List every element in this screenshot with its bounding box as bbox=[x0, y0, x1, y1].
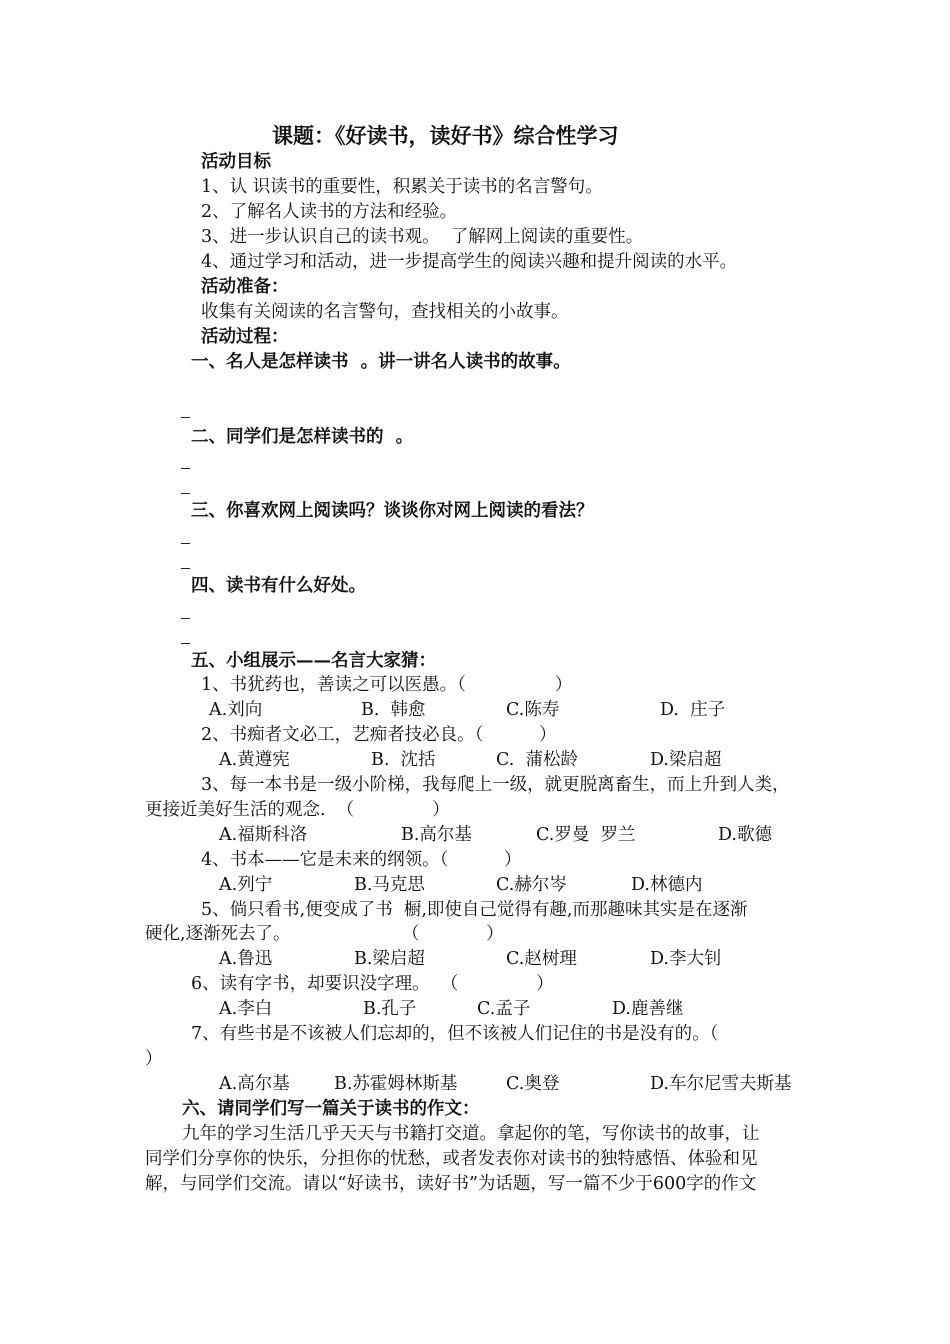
quiz-option: C.罗曼 罗兰 bbox=[536, 825, 636, 845]
quiz-option: C.赵树理 bbox=[506, 949, 577, 969]
quiz-option: A.刘向 bbox=[209, 700, 263, 720]
process-section-1: 一、名人是怎样读书 。讲一讲名人读书的故事。 bbox=[191, 352, 571, 372]
quiz-option: B. 沈括 bbox=[371, 750, 436, 770]
quiz-option: B.高尔基 bbox=[401, 825, 472, 845]
goal-item: 4、通过学习和活动，进一步提高学生的阅读兴趣和提升阅读的水平。 bbox=[201, 252, 738, 272]
quiz-option: A.列宁 bbox=[219, 875, 273, 895]
answer-blank-line bbox=[181, 543, 190, 544]
quiz-option: D.林德内 bbox=[631, 875, 703, 895]
answer-blank-line bbox=[181, 468, 190, 469]
quiz-option: D.鹿善继 bbox=[612, 999, 684, 1019]
quiz-option: B.孔子 bbox=[363, 999, 417, 1019]
quiz-question: 1、书犹药也，善读之可以医愚。（ ） bbox=[201, 675, 573, 695]
quiz-option: A.高尔基 bbox=[219, 1074, 290, 1094]
quiz-option: D.车尔尼雪夫斯基 bbox=[650, 1074, 792, 1094]
essay-heading: 六、请同学们写一篇关于读书的作文： bbox=[182, 1099, 480, 1119]
quiz-question: 6、读有字书，却要识没字理。 （ ） bbox=[191, 974, 554, 994]
quiz-question-continued: ） bbox=[145, 1049, 163, 1069]
goal-item: 2、了解名人读书的方法和经验。 bbox=[201, 202, 458, 222]
quiz-option: B. 韩愈 bbox=[361, 700, 426, 720]
answer-blank-line bbox=[181, 618, 190, 619]
prep-text: 收集有关阅读的名言警句，查找相关的小故事。 bbox=[201, 302, 569, 322]
quiz-option: D. 庄子 bbox=[660, 700, 726, 720]
quiz-question-continued: 更接近美好生活的观念. （ ） bbox=[145, 800, 450, 820]
goals-heading: 活动目标 bbox=[201, 152, 271, 172]
quiz-option: A.李白 bbox=[219, 999, 273, 1019]
quiz-question: 3、每一本书是一级小阶梯，我每爬上一级，就更脱离畜生，而上升到人类， bbox=[201, 775, 790, 795]
answer-blank-line bbox=[181, 643, 190, 644]
quiz-question: 4、书本——它是未来的纲领。（ ） bbox=[201, 850, 522, 870]
quiz-option: C. 蒲松龄 bbox=[496, 750, 578, 770]
answer-blank-line bbox=[181, 568, 190, 569]
goal-item: 1、认 识读书的重要性，积累关于读书的名言警句。 bbox=[201, 177, 603, 197]
answer-blank-line bbox=[181, 417, 190, 418]
page-title: 课题：《好读书，读好书》综合性学习 bbox=[272, 123, 619, 148]
quiz-question: 5、倘只看书,便变成了书 橱,即使自己觉得有趣,而那趣味其实是在逐渐 bbox=[201, 900, 748, 920]
quiz-option: C.陈寿 bbox=[506, 700, 560, 720]
quiz-question-continued: 硬化,逐渐死去了。 （ ） bbox=[145, 924, 504, 944]
process-section-2: 二、同学们是怎样读书的 。 bbox=[191, 427, 414, 447]
quiz-option: C.孟子 bbox=[477, 999, 531, 1019]
quiz-option: B.马克思 bbox=[354, 875, 425, 895]
quiz-option: C.赫尔岑 bbox=[496, 875, 567, 895]
quiz-option: C.奥登 bbox=[506, 1074, 560, 1094]
prep-heading: 活动准备： bbox=[201, 277, 289, 297]
quiz-question: 2、书痴者文必工，艺痴者技必良。（ ） bbox=[201, 725, 557, 745]
process-section-3: 三、你喜欢网上阅读吗？谈谈你对网上阅读的看法？ bbox=[191, 501, 594, 521]
quiz-option: D.梁启超 bbox=[650, 750, 722, 770]
quiz-option: D.歌德 bbox=[718, 825, 772, 845]
process-section-5: 五、小组展示——名言大家猜： bbox=[191, 651, 436, 671]
quiz-question: 7、有些书是不该被人们忘却的，但不该被人们记住的书是没有的。（ bbox=[191, 1024, 719, 1044]
quiz-option: B.苏霍姆林斯基 bbox=[334, 1074, 458, 1094]
essay-text-line: 九年的学习生活几乎天天与书籍打交道。拿起你的笔，写你读书的故事，让 bbox=[182, 1124, 760, 1144]
goal-item: 3、进一步认识自己的读书观。 了解网上阅读的重要性。 bbox=[201, 227, 644, 247]
essay-text-line: 同学们分享你的快乐，分担你的忧愁，或者发表你对读书的独特感悟、体验和见 bbox=[145, 1149, 758, 1169]
quiz-option: A.鲁迅 bbox=[219, 949, 273, 969]
essay-text-line: 解，与同学们交流。请以“好读书，读好书”为话题，写一篇不少于600字的作文 bbox=[145, 1174, 757, 1194]
quiz-option: A.福斯科洛 bbox=[219, 825, 308, 845]
answer-blank-line bbox=[181, 493, 190, 494]
quiz-option: A.黄遵宪 bbox=[219, 750, 290, 770]
process-heading: 活动过程： bbox=[201, 327, 289, 347]
quiz-option: B.梁启超 bbox=[354, 949, 425, 969]
quiz-option: D.李大钊 bbox=[650, 949, 722, 969]
process-section-4: 四、读书有什么好处。 bbox=[191, 576, 366, 596]
